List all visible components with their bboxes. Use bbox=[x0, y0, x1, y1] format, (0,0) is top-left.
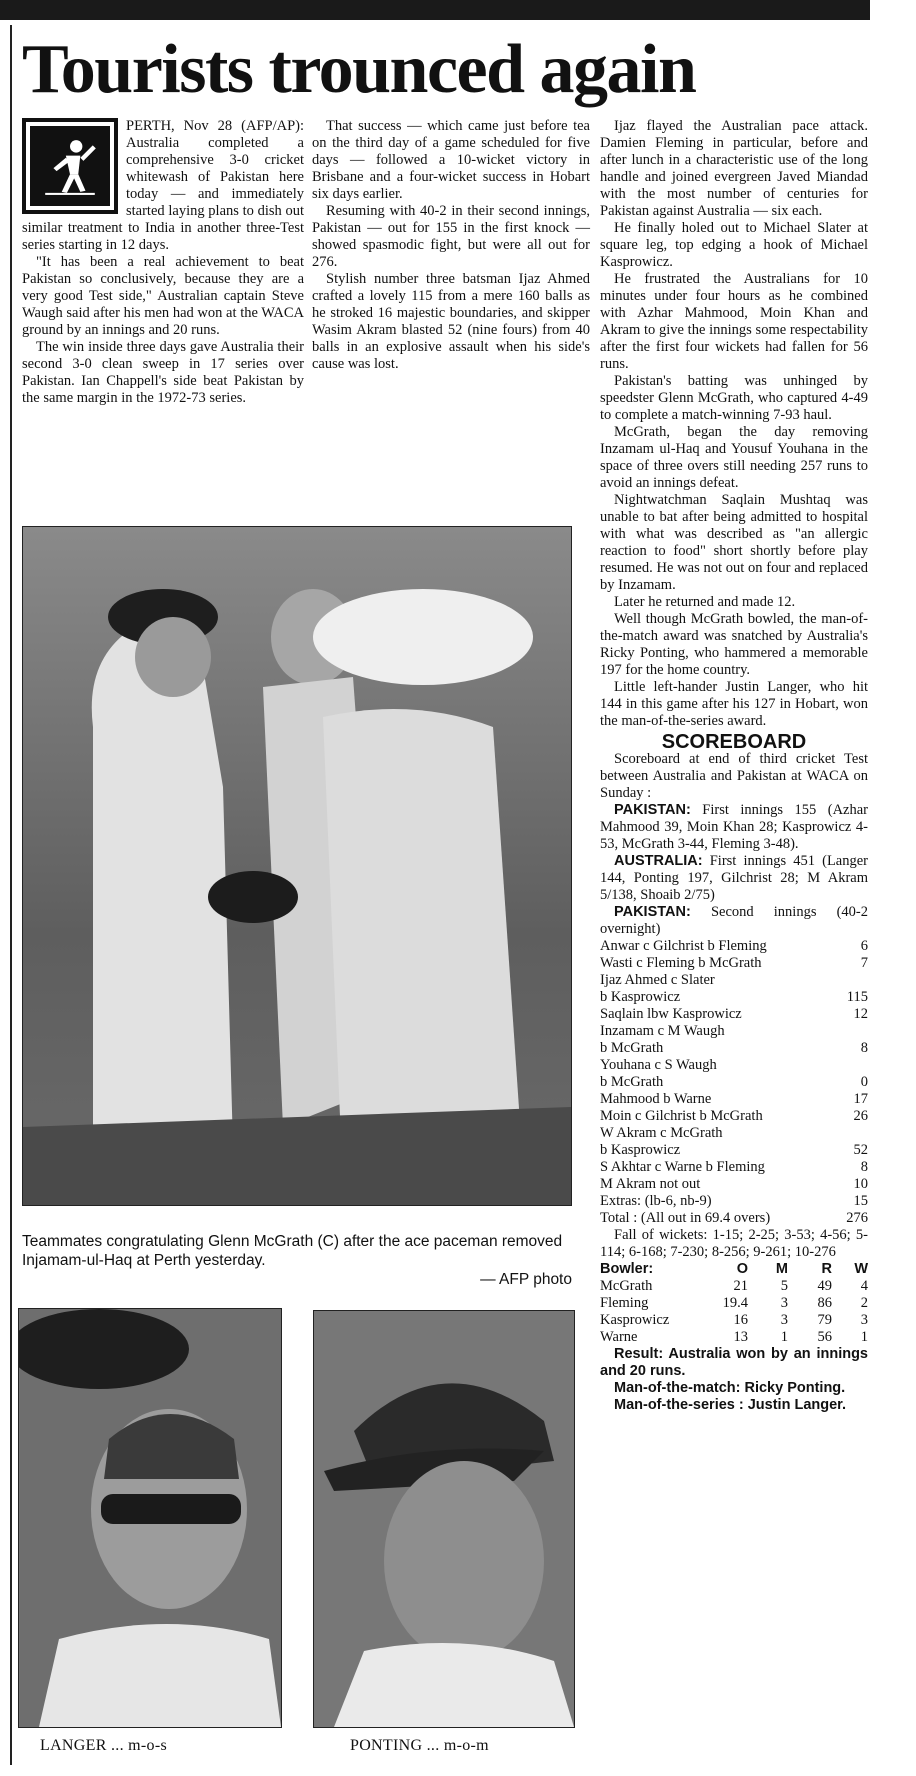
paragraph: Stylish number three batsman Ijaz Ahmed crafted a lovely 115 from a mere 160 balls as he stroked 16 majestic boundaries, and skipper Wasim Akram blasted 52 (nine fours) from 40 balls in an explosive assault when his side's cause was lost. bbox=[312, 271, 590, 372]
match-result: Result: Australia won by an innings and 20 runs. bbox=[600, 1346, 868, 1379]
main-celebration-photo bbox=[22, 526, 572, 1206]
batting-row: Wasti c Fleming b McGrath 7 bbox=[600, 955, 868, 971]
paragraph: Nightwatchman Saqlain Mushtaq was unable to bat after being admitted to hospital with what was described as "an allergic reaction to food" short shortly before play resumed. He was not out on four and replaced by Inzamam. bbox=[600, 492, 868, 593]
australia-first-innings: AUSTRALIA: First innings 451 (Langer 144, Ponting 197, Gilchrist 28; M Akram 5/138, Shoaib 2/75) bbox=[600, 853, 869, 903]
paragraph: Resuming with 40-2 in their second innings, Pakistan — out for 155 in the first knock — showed spasmodic fight, but were all out for 276. bbox=[312, 203, 590, 270]
batting-row: Inzamam c M Waugh bbox=[600, 1023, 725, 1039]
batting-row: Total : (All out in 69.4 overs) 276 bbox=[600, 1210, 868, 1226]
main-photo-caption: Teammates congratulating Glenn McGrath (C) after the ace paceman removed Injamam-ul-Haq at Perth yesterday. — AFP photo bbox=[22, 1233, 572, 1288]
bowling-card bbox=[600, 1261, 868, 1346]
batting-row: Anwar c Gilchrist b Fleming 6 bbox=[600, 938, 868, 954]
bowling-row: Warne 13 1 56 1 bbox=[600, 1329, 868, 1345]
bowling-row: Fleming 19.4 3 86 2 bbox=[600, 1295, 868, 1311]
photo-credit: — AFP photo bbox=[480, 1271, 572, 1288]
bowling-header: Bowler: O M R W bbox=[600, 1261, 868, 1277]
paragraph: That success — which came just before tea on the third day of a game scheduled for five days — followed a 10-wicket victory in Brisbane and a four-wicket success in Hobart six days earlier. bbox=[312, 118, 590, 202]
batting-row: M Akram not out 10 bbox=[600, 1176, 868, 1192]
batting-row: Saqlain lbw Kasprowicz 12 bbox=[600, 1006, 868, 1022]
dateline: PERTH, Nov 28 (AFP/AP): bbox=[126, 118, 304, 134]
article-column-2 bbox=[312, 118, 590, 373]
article-column-1 bbox=[22, 118, 304, 407]
paragraph: Later he returned and made 12. bbox=[614, 594, 796, 610]
batting-row: S Akhtar c Warne b Fleming 8 bbox=[600, 1159, 868, 1175]
langer-photo bbox=[18, 1308, 282, 1728]
batting-card bbox=[600, 938, 868, 1227]
batting-row: b Kasprowicz 115 bbox=[600, 989, 868, 1005]
paragraph: The win inside three days gave Australia their second 3-0 clean sweep in 17 series over Pakistan. Ian Chappell's side beat Pakistan by the same margin in the 1972-73 series. bbox=[22, 339, 304, 406]
paragraph: He frustrated the Australians for 10 minutes under four hours as he combined with Azhar Mahmood, Moin Khan and Akram to give the innings some respectability after the first four wickets had fallen for 56 runs. bbox=[600, 271, 868, 372]
ponting-caption: PONTING ... m-o-m bbox=[350, 1737, 489, 1754]
article-column-3 bbox=[600, 118, 868, 1414]
fall-of-wickets: Fall of wickets: 1-15; 2-25; 3-53; 4-56; 5-114; 6-168; 7-230; 8-256; 9-261; 10-276 bbox=[600, 1227, 868, 1260]
paragraph: He finally holed out to Michael Slater at square leg, top edging a hook of Michael Kasprowicz. bbox=[600, 220, 868, 270]
bowling-row: McGrath 21 5 49 4 bbox=[600, 1278, 868, 1294]
top-rule bbox=[0, 0, 870, 20]
batting-row: Extras: (lb-6, nb-9) 15 bbox=[600, 1193, 868, 1209]
pakistan-first-innings: PAKISTAN: First innings 155 (Azhar Mahmood 39, Moin Khan 28; Kasprowicz 4-53, McGrath 3-44, Fleming 3-48). bbox=[600, 802, 869, 852]
ponting-photo bbox=[313, 1310, 575, 1728]
paragraph: Ijaz flayed the Australian pace attack. Damien Fleming in particular, before and after lunch in a characteristic use of the long handle and joined evergreen Javed Miandad with the most number of centuries for Pakistan against Australia — six each. bbox=[600, 118, 868, 219]
batting-row: Moin c Gilchrist b McGrath 26 bbox=[600, 1108, 868, 1124]
paragraph: Little left-hander Justin Langer, who hit 144 in this game after his 127 in Hobart, won the man-of-the-series award. bbox=[600, 679, 868, 729]
man-of-the-match: Man-of-the-match: Ricky Ponting. bbox=[614, 1380, 846, 1396]
batting-row: Mahmood b Warne 17 bbox=[600, 1091, 868, 1107]
batting-row: b Kasprowicz 52 bbox=[600, 1142, 868, 1158]
paragraph: Well though McGrath bowled, the man-of-the-match award was snatched by Australia's Ricky Ponting, who hammered a memorable 197 for the home country. bbox=[600, 611, 868, 678]
bowling-row: Kasprowicz 16 3 79 3 bbox=[600, 1312, 868, 1328]
batting-row: W Akram c McGrath bbox=[600, 1125, 723, 1141]
headline: Tourists trounced again bbox=[22, 31, 696, 108]
langer-caption: LANGER ... m-o-s bbox=[40, 1737, 168, 1754]
batting-row: b McGrath 8 bbox=[600, 1040, 868, 1056]
scoreboard-title: SCOREBOARD bbox=[661, 731, 807, 753]
paragraph: Pakistan's batting was unhinged by speedster Glenn McGrath, who captured 4-49 to complete a match-winning 7-93 haul. bbox=[600, 373, 868, 423]
batting-row: Youhana c S Waugh bbox=[600, 1057, 717, 1073]
paragraph: "It has been a real achievement to beat Pakistan so conclusively, because they are a very good Test side," Australian captain Steve Waugh said after his men had won at the WACA ground by an innings and 20 runs. bbox=[22, 254, 304, 338]
batting-row: Ijaz Ahmed c Slater bbox=[600, 972, 715, 988]
man-of-the-series: Man-of-the-series : Justin Langer. bbox=[614, 1397, 847, 1413]
scoreboard-intro: Scoreboard at end of third cricket Test between Australia and Pakistan at WACA on Sunday : bbox=[600, 751, 868, 801]
pakistan-second-innings: PAKISTAN: Second innings (40-2 overnight) bbox=[600, 904, 869, 937]
paragraph: PERTH, Nov 28 (AFP/AP): Australia completed a comprehensive 3-0 cricket whitewash of Pakistan here today — and immediately started laying plans to dish out similar treatment to India in another three-Test series starting in 12 days. bbox=[22, 118, 304, 253]
left-rule bbox=[10, 25, 12, 1765]
paragraph: McGrath, began the day removing Inzamam ul-Haq and Yousuf Youhana in the space of three overs still needing 257 runs to avoid an innings defeat. bbox=[600, 424, 868, 491]
cricket-batsman-icon bbox=[22, 118, 118, 214]
batting-row: b McGrath 0 bbox=[600, 1074, 868, 1090]
